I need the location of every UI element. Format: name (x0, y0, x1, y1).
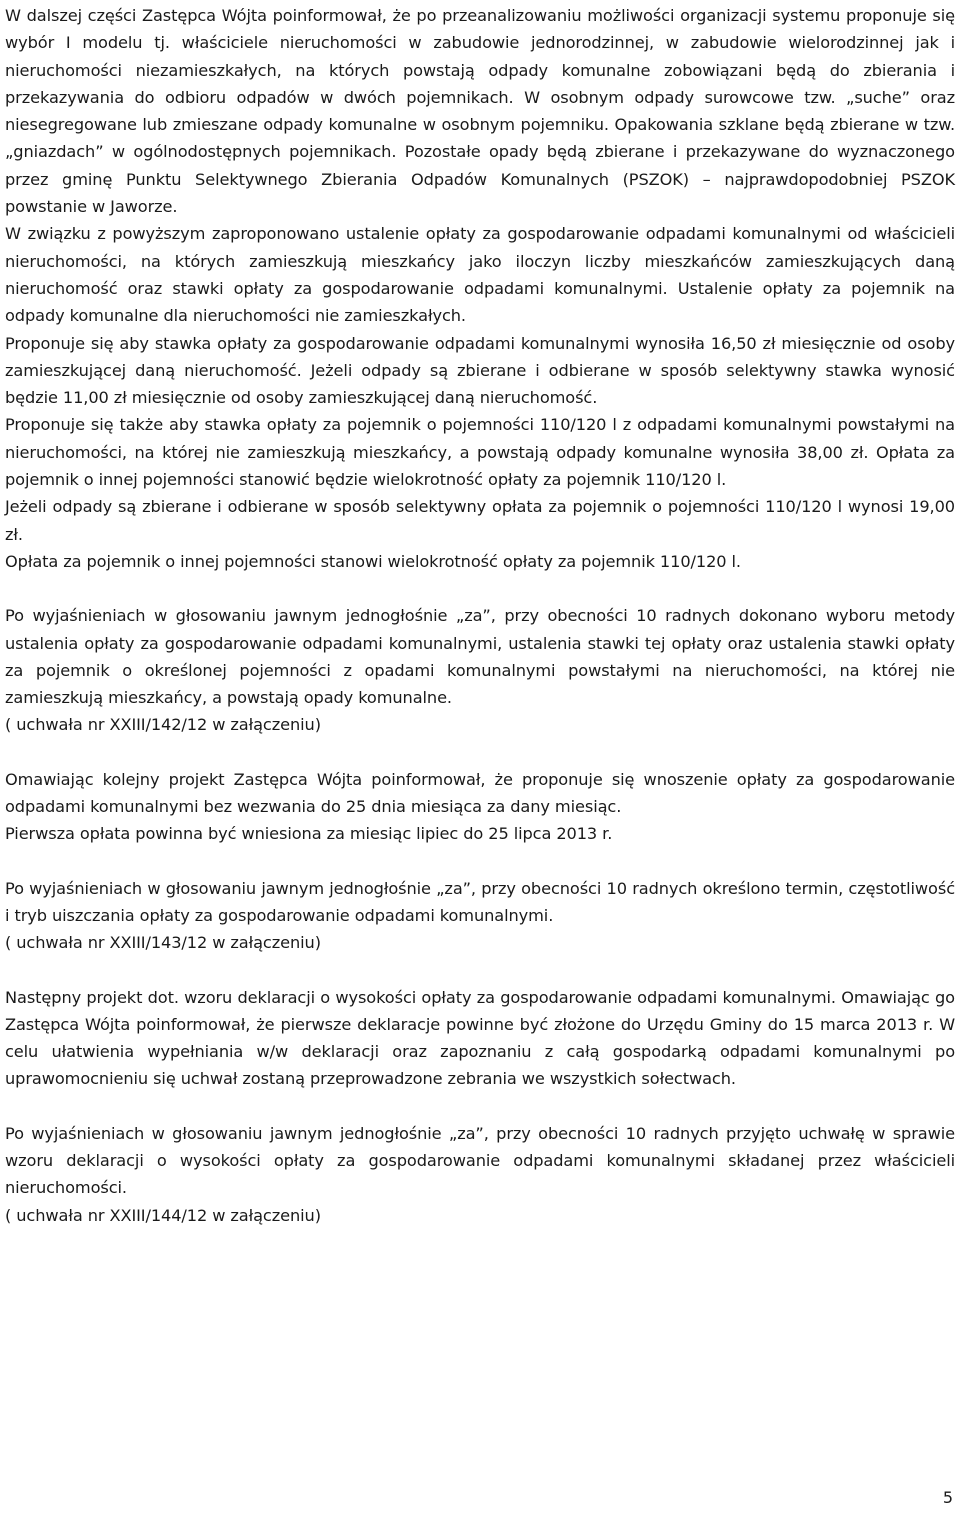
paragraph-vote-143: Po wyjaśnieniach w głosowaniu jawnym jednogłośnie „za”, przy obecności 10 radnych określono termin, częstotliwość i tryb uiszczania opłaty za gospodarowanie odpadami komunalnymi. (5, 878, 955, 925)
page-number: 5 (942, 1488, 953, 1507)
paragraph-other-container: Opłata za pojemnik o innej pojemności stanowi wielokrotność opłaty za pojemnik 110/120 l. (5, 551, 741, 571)
resolution-ref-143: ( uchwała nr XXIII/143/12 w załączeniu) (5, 933, 321, 953)
paragraph-selective-container: Jeżeli odpady są zbierane i odbierane w sposób selektywny opłata za pojemnik o pojemności 110/120 l wynosi 19,00 zł. (5, 497, 955, 544)
resolution-ref-144: ( uchwała nr XXIII/144/12 w załączeniu) (5, 1205, 321, 1225)
paragraph-gap (5, 739, 955, 766)
paragraph-container-rate: Proponuje się także aby stawka opłaty za pojemnik o pojemności 110/120 l z odpadami komunalnymi powstałymi na nieruchomości, na której nie zamieszkują mieszkańcy, a powstają odpady komunalne wynosiła 38,00 zł. Opłata za pojemnik o innej pojemności stanowić będzie wielokrotność opłaty za pojemnik 110/120 l. (5, 415, 955, 490)
paragraph-pszok-model: W dalszej części Zastępca Wójta poinformował, że po przeanalizowaniu możliwości organizacji systemu proponuje się wybór I modelu tj. właściciele nieruchomości w zabudowie jednorodzinnej, w zabudowie wielorodzinnej jak i nieruchomości niezamieszkałych, na których powstają odpady komunalne zobowiązani będą do zbierania i przekazywania do odbioru odpadów w dwóch pojemnikach. W osobnym odpady surowcowe tzw. „suche” oraz niesegregowane lub zmieszane odpady komunalne w osobnym pojemniku. Opakowania szklane będą zbierane w tzw. „gniazdach” w ogólnodostępnych pojemnikach. Pozostałe opady będą zbierane i przekazywane do wyznaczonego przez gminę Punktu Selektywnego Zbierania Odpadów Komunalnych (PSZOK) – najprawdopodobniej PSZOK powstanie w Jaworze. (5, 6, 955, 217)
document-page (5, 2, 955, 1229)
paragraph-gap (5, 575, 955, 602)
paragraph-gap (5, 1093, 955, 1120)
paragraph-vote-144: Po wyjaśnieniach w głosowaniu jawnym jednogłośnie „za”, przy obecności 10 radnych przyjęto uchwałę w sprawie wzoru deklaracji o wysokości opłaty za gospodarowanie odpadami komunalnymi składanej przez właścicieli nieruchomości. (5, 1123, 955, 1198)
paragraph-gap (5, 957, 955, 984)
paragraph-first-payment: Pierwsza opłata powinna być wniesiona za miesiąc lipiec do 25 lipca 2013 r. (5, 824, 613, 844)
resolution-ref-142: ( uchwała nr XXIII/142/12 w załączeniu) (5, 715, 321, 735)
paragraph-vote-142: Po wyjaśnieniach w głosowaniu jawnym jednogłośnie „za”, przy obecności 10 radnych dokonano wyboru metody ustalenia opłaty za gospodarowanie odpadami komunalnymi, ustalenia stawki tej opłaty oraz ustalenia stawki opłaty za pojemnik o określonej pojemności z opadami komunalnymi powstałymi na nieruchomości, na której nie zamieszkują mieszkańcy, a powstają opady komunalne. (5, 606, 955, 708)
paragraph-gap (5, 848, 955, 875)
paragraph-payment-deadline: Omawiając kolejny projekt Zastępca Wójta poinformował, że proponuje się wnoszenie opłaty za gospodarowanie odpadami komunalnymi bez wezwania do 25 dnia miesiąca za dany miesiąc. (5, 769, 955, 817)
paragraph-declaration-project: Następny projekt dot. wzoru deklaracji o wysokości opłaty za gospodarowanie odpadami komunalnymi. Omawiając go Zastępca Wójta poinformował, że pierwsze deklaracje powinne być złożone do Urzędu Gminy do 15 marca 2013 r. W celu ułatwienia wypełniania w/w deklaracji oraz zapoznaniu z całą gospodarką odpadami komunalnymi po uprawomocnieniu się uchwał zostaną przeprowadzone zebrania we wszystkich sołectwach. (5, 987, 955, 1089)
paragraph-fee-rate: Proponuje się aby stawka opłaty za gospodarowanie odpadami komunalnymi wynosiła 16,50 zł miesięcznie od osoby zamieszkującej daną nieruchomość. Jeżeli odpady są zbierane i odbierane w sposób selektywny stawka wynosić będzie 11,00 zł miesięcznie od osoby zamieszkującej daną nieruchomość. (5, 333, 955, 408)
paragraph-fee-basis: W związku z powyższym zaproponowano ustalenie opłaty za gospodarowanie odpadami komunalnymi od właścicieli nieruchomości, na których zamieszkują mieszkańcy jako iloczyn liczby mieszkańców zamieszkujących daną nieruchomość oraz stawki opłaty za gospodarowanie odpadami komunalnymi. Ustalenie opłaty za pojemnik na odpady komunalne dla nieruchomości nie zamieszkałych. (5, 224, 955, 326)
